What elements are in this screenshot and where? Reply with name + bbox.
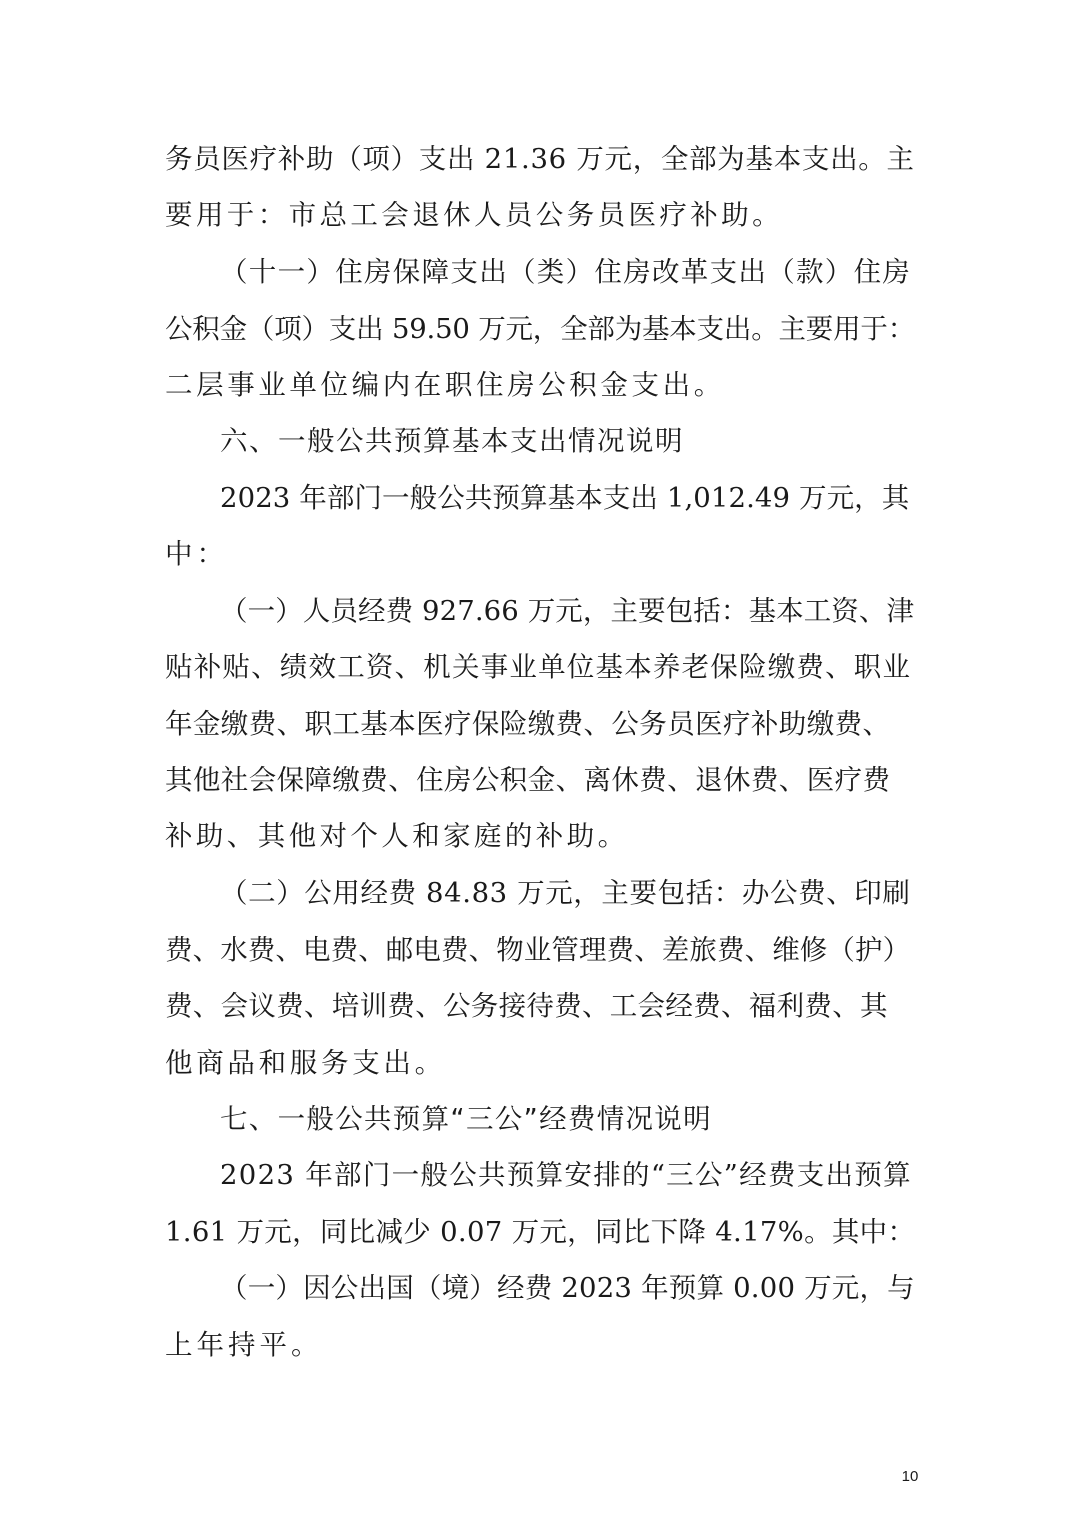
body-line [0, 701, 1075, 747]
line-text: 中： [165, 538, 228, 570]
body-line [0, 136, 1075, 182]
body-line [0, 813, 1075, 859]
body-line [0, 249, 1075, 295]
line-text: 费、水费、电费、邮电费、物业管理费、差旅费、维修（护） [165, 934, 911, 966]
body-line [0, 644, 1075, 690]
body-line [0, 1209, 1075, 1255]
line-text: 1.61 万元，同比减少 0.07 万元，同比下降 4.17%。其中： [165, 1216, 916, 1248]
body-line [0, 475, 1075, 521]
body-line [0, 927, 1075, 973]
line-text: （一）人员经费 927.66 万元，主要包括：基本工资、津 [220, 595, 915, 627]
line-text: 他商品和服务支出。 [165, 1047, 446, 1079]
body-line [0, 1322, 1075, 1368]
body-line [0, 1152, 1075, 1198]
line-text: 务员医疗补助（项）支出 21.36 万元，全部为基本支出。主 [165, 143, 915, 175]
line-text: （十一）住房保障支出（类）住房改革支出（款）住房 [220, 256, 912, 288]
section-heading [0, 418, 1075, 464]
body-line [0, 192, 1075, 238]
line-text: 上年持平。 [165, 1329, 323, 1361]
line-text: 其他社会保障缴费、住房公积金、离休费、退休费、医疗费 [165, 764, 891, 796]
body-line [0, 306, 1075, 352]
line-text: 补助、其他对个人和家庭的补助。 [165, 820, 629, 852]
body-line [0, 1040, 1075, 1086]
line-text: （二）公用经费 84.83 万元，主要包括：办公费、印刷 [220, 877, 911, 909]
line-text: 二层事业单位编内在职住房公积金支出。 [165, 369, 725, 401]
line-text: 年金缴费、职工基本医疗保险缴费、公务员医疗补助缴费、 [165, 708, 891, 740]
line-text: 贴补贴、绩效工资、机关事业单位基本养老保险缴费、职业 [165, 651, 912, 683]
line-text: 2023 年部门一般公共预算安排的“三公”经费支出预算 [220, 1159, 912, 1191]
body-line [0, 362, 1075, 408]
line-text: 费、会议费、培训费、公务接待费、工会经费、福利费、其 [165, 990, 888, 1022]
line-text: 公积金（项）支出 59.50 万元，全部为基本支出。主要用于： [165, 313, 916, 345]
body-line [0, 870, 1075, 916]
section-heading [0, 1096, 1075, 1142]
line-text: 要用于：市总工会退休人员公务员医疗补助。 [165, 199, 783, 231]
heading-text: 六、一般公共预算基本支出情况说明 [220, 425, 684, 457]
body-line [0, 1265, 1075, 1311]
body-line [0, 983, 1075, 1029]
page-number: 10 [901, 1468, 919, 1485]
body-line [0, 588, 1075, 634]
line-text: （一）因公出国（境）经费 2023 年预算 0.00 万元，与 [220, 1272, 915, 1304]
heading-text: 七、一般公共预算“三公”经费情况说明 [220, 1103, 712, 1135]
line-text: 2023 年部门一般公共预算基本支出 1,012.49 万元，其 [220, 482, 910, 514]
body-line [0, 757, 1075, 803]
body-line [0, 531, 1075, 577]
